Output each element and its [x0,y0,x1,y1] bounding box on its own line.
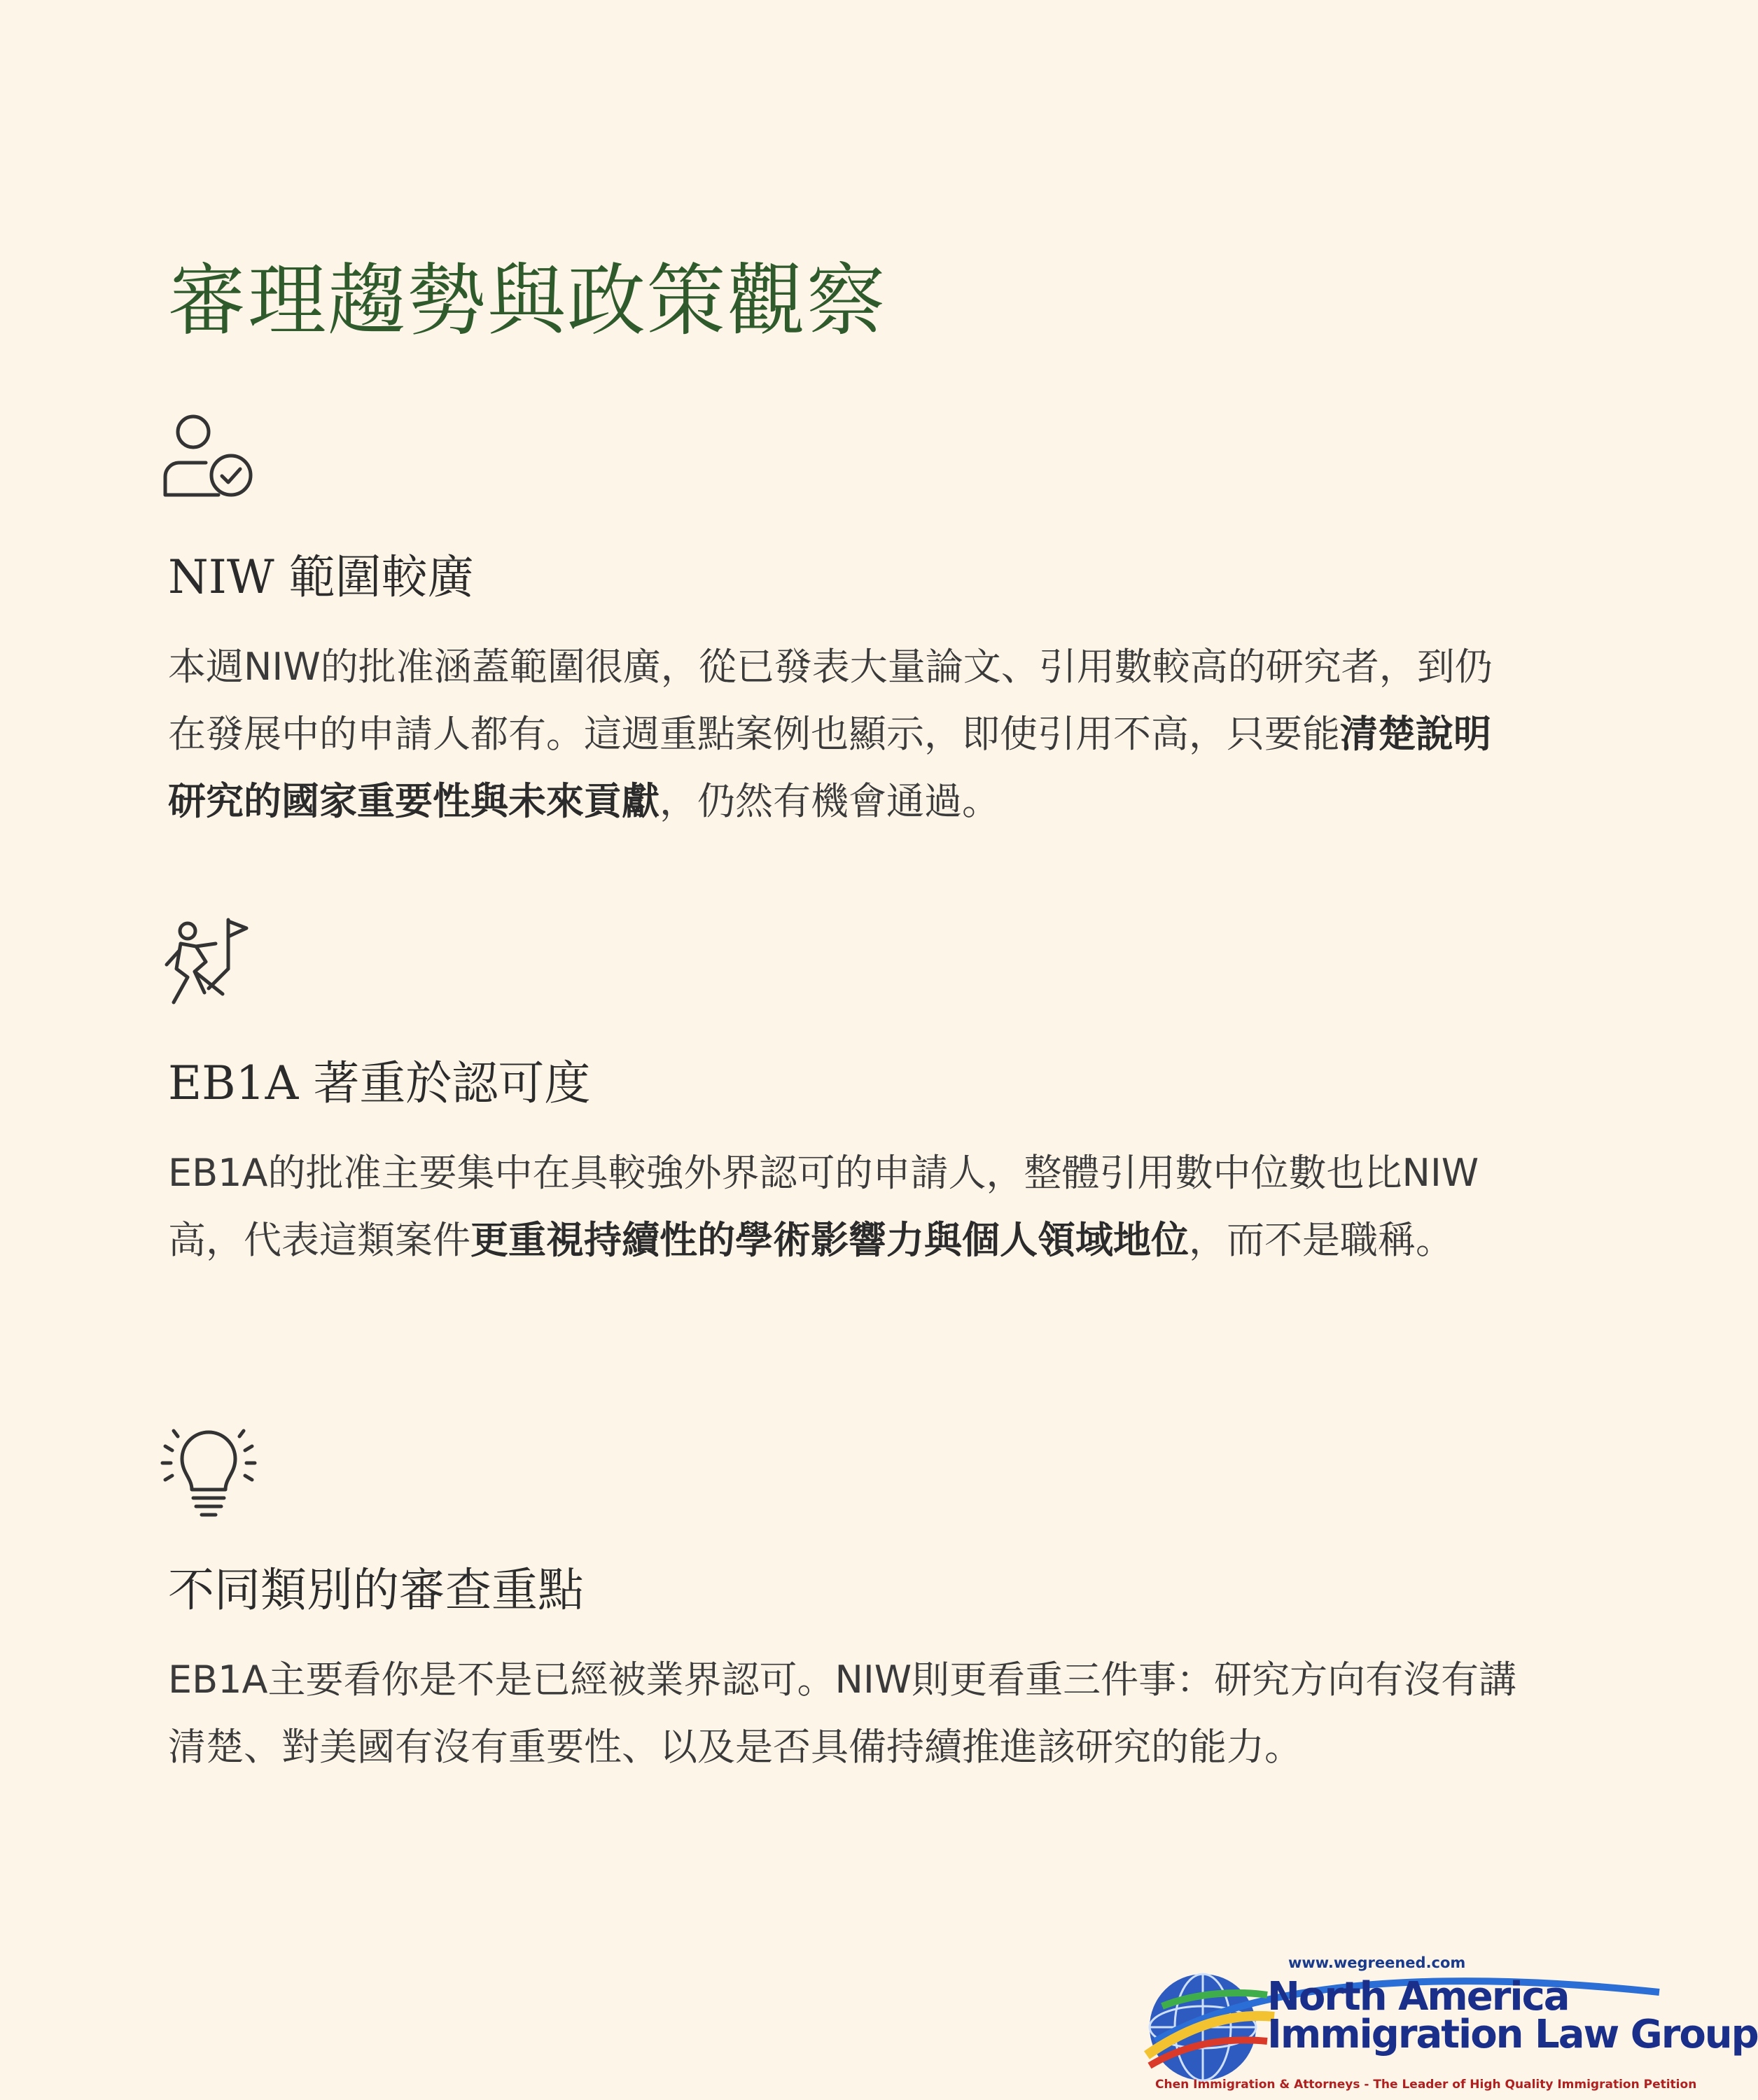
section-body-review-focus [168,1646,1526,1781]
body-text: ，仍然有機會通過。 [660,779,1000,823]
body-emphasis: 更重視持續性的學術影響力與個人領域地位 [470,1218,1189,1262]
climber-flag-icon [160,916,258,1014]
section-body-eb1a [168,1140,1526,1274]
body-text: ，而不是職稱。 [1189,1218,1453,1262]
section-heading-review-focus: 不同類別的審查重點 [168,1563,584,1617]
body-text: EB1A的批准主要集中在具較強外界認可的申請人，整體引用數中位數也比NIW高，代表這類案件 [168,1151,1479,1262]
logo-url: www.wegreened.com [1288,1954,1466,1971]
body-text: 本週NIW的批准涵蓋範圍很廣，從已發表大量論文、引用數較高的研究者，到仍在發展中的申請人都有。這週重點案例也顯示，即使引用不高，只要能 [168,645,1493,756]
logo-line1: North America [1267,1974,1569,2019]
page-title: 審理趨勢與政策觀察 [168,255,886,346]
company-logo [1141,1950,1758,2097]
body-text: EB1A主要看你是不是已經被業界認可。NIW則更看重三件事：研究方向有沒有講清楚、對美國有沒有重要性、以及是否具備持續推進該研究的能力。 [168,1658,1517,1769]
lightbulb-icon [160,1422,258,1520]
logo-line2: Immigration Law Group [1267,2012,1758,2057]
logo-tagline: Chen Immigration & Attorneys - The Leader of High Quality Immigration Petition [1155,2078,1697,2092]
section-body-niw [168,634,1526,835]
body-emphasis: 清楚說明研究的國家重要性與未來貢獻 [168,712,1491,823]
section-heading-niw: NIW 範圍較廣 [168,550,474,604]
section-heading-eb1a: EB1A 著重於認可度 [168,1056,591,1110]
user-check-icon [160,410,258,507]
